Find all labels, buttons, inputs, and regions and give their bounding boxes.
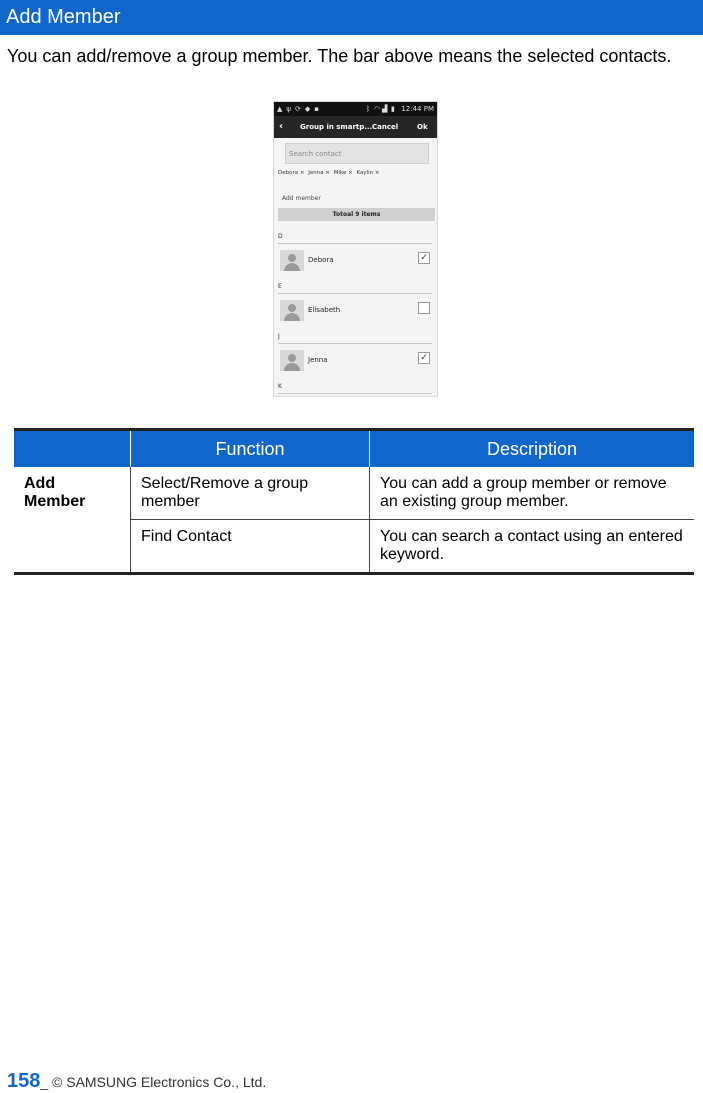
sd-card-icon: ▪ — [314, 105, 322, 113]
status-time: 12:44 PM — [401, 105, 434, 113]
intro-text: You can add/remove a group member. The bar above means the selected contacts. — [7, 46, 672, 66]
section-letter: D — [278, 233, 432, 244]
contact-chip[interactable]: Mike × — [333, 170, 353, 176]
sync-icon: ⟳ — [295, 105, 303, 113]
contact-chip[interactable]: Debora × — [278, 170, 305, 176]
avatar — [280, 350, 304, 371]
table-category: Add Member — [24, 475, 86, 510]
search-contact-input[interactable]: Search contact — [285, 143, 429, 164]
app-title: Group in smartp... — [300, 123, 373, 131]
table-header-row — [14, 430, 694, 468]
selected-contacts-bar — [278, 170, 382, 176]
page-footer — [7, 1070, 266, 1093]
contact-row[interactable] — [278, 346, 435, 376]
table-description: You can add a group member or remove an existing group member. — [370, 467, 695, 520]
app-bar — [274, 116, 437, 138]
avatar — [280, 300, 304, 321]
contact-row[interactable] — [278, 296, 435, 326]
table-function: Select/Remove a group member — [131, 467, 370, 520]
bluetooth-icon: ᛒ — [366, 105, 371, 113]
table-function: Find Contact — [131, 520, 370, 574]
cancel-button[interactable]: Cancel — [372, 123, 399, 131]
contact-name: Debora — [308, 256, 334, 264]
section-letter: K — [278, 383, 432, 394]
contact-chip[interactable]: Kaylin × — [356, 170, 380, 176]
ok-button[interactable]: Ok — [417, 123, 428, 131]
page-number: 158 — [7, 1070, 41, 1092]
contact-name: Jenna — [308, 356, 328, 364]
section-letter: J — [278, 333, 432, 344]
avatar — [280, 250, 304, 271]
back-arrow-icon[interactable]: ‹ — [279, 121, 284, 132]
warning-icon: ▲ — [277, 105, 285, 113]
copyright: _ © SAMSUNG Electronics Co., Ltd. — [40, 1074, 267, 1090]
contact-checkbox[interactable]: ✓ — [418, 352, 430, 364]
section-title: Add Member — [0, 0, 703, 35]
function-table — [14, 428, 694, 575]
signal-icon: ▟ — [382, 105, 388, 113]
table-row — [14, 467, 694, 520]
contact-row[interactable] — [278, 246, 435, 276]
table-description: You can search a contact using an entered keyword. — [370, 520, 695, 574]
phone-screenshot — [273, 101, 438, 397]
section-letter: E — [278, 283, 432, 294]
add-member-label: Add member — [282, 195, 321, 202]
usb-icon: ψ — [286, 105, 294, 113]
contact-checkbox[interactable]: ✓ — [418, 252, 430, 264]
table-header: Function — [131, 430, 370, 468]
contact-chip[interactable]: Jenna × — [308, 170, 330, 176]
battery-icon: ▮ — [391, 105, 395, 113]
contact-checkbox[interactable] — [418, 302, 430, 314]
contact-name: Elisabeth — [308, 306, 341, 314]
table-header: Description — [370, 430, 695, 468]
wifi-icon: ◠ — [374, 105, 381, 113]
android-icon: ◆ — [304, 105, 313, 113]
table-header — [14, 430, 131, 468]
total-items-bar: Totoal 9 items — [278, 208, 435, 221]
status-bar — [274, 102, 437, 116]
